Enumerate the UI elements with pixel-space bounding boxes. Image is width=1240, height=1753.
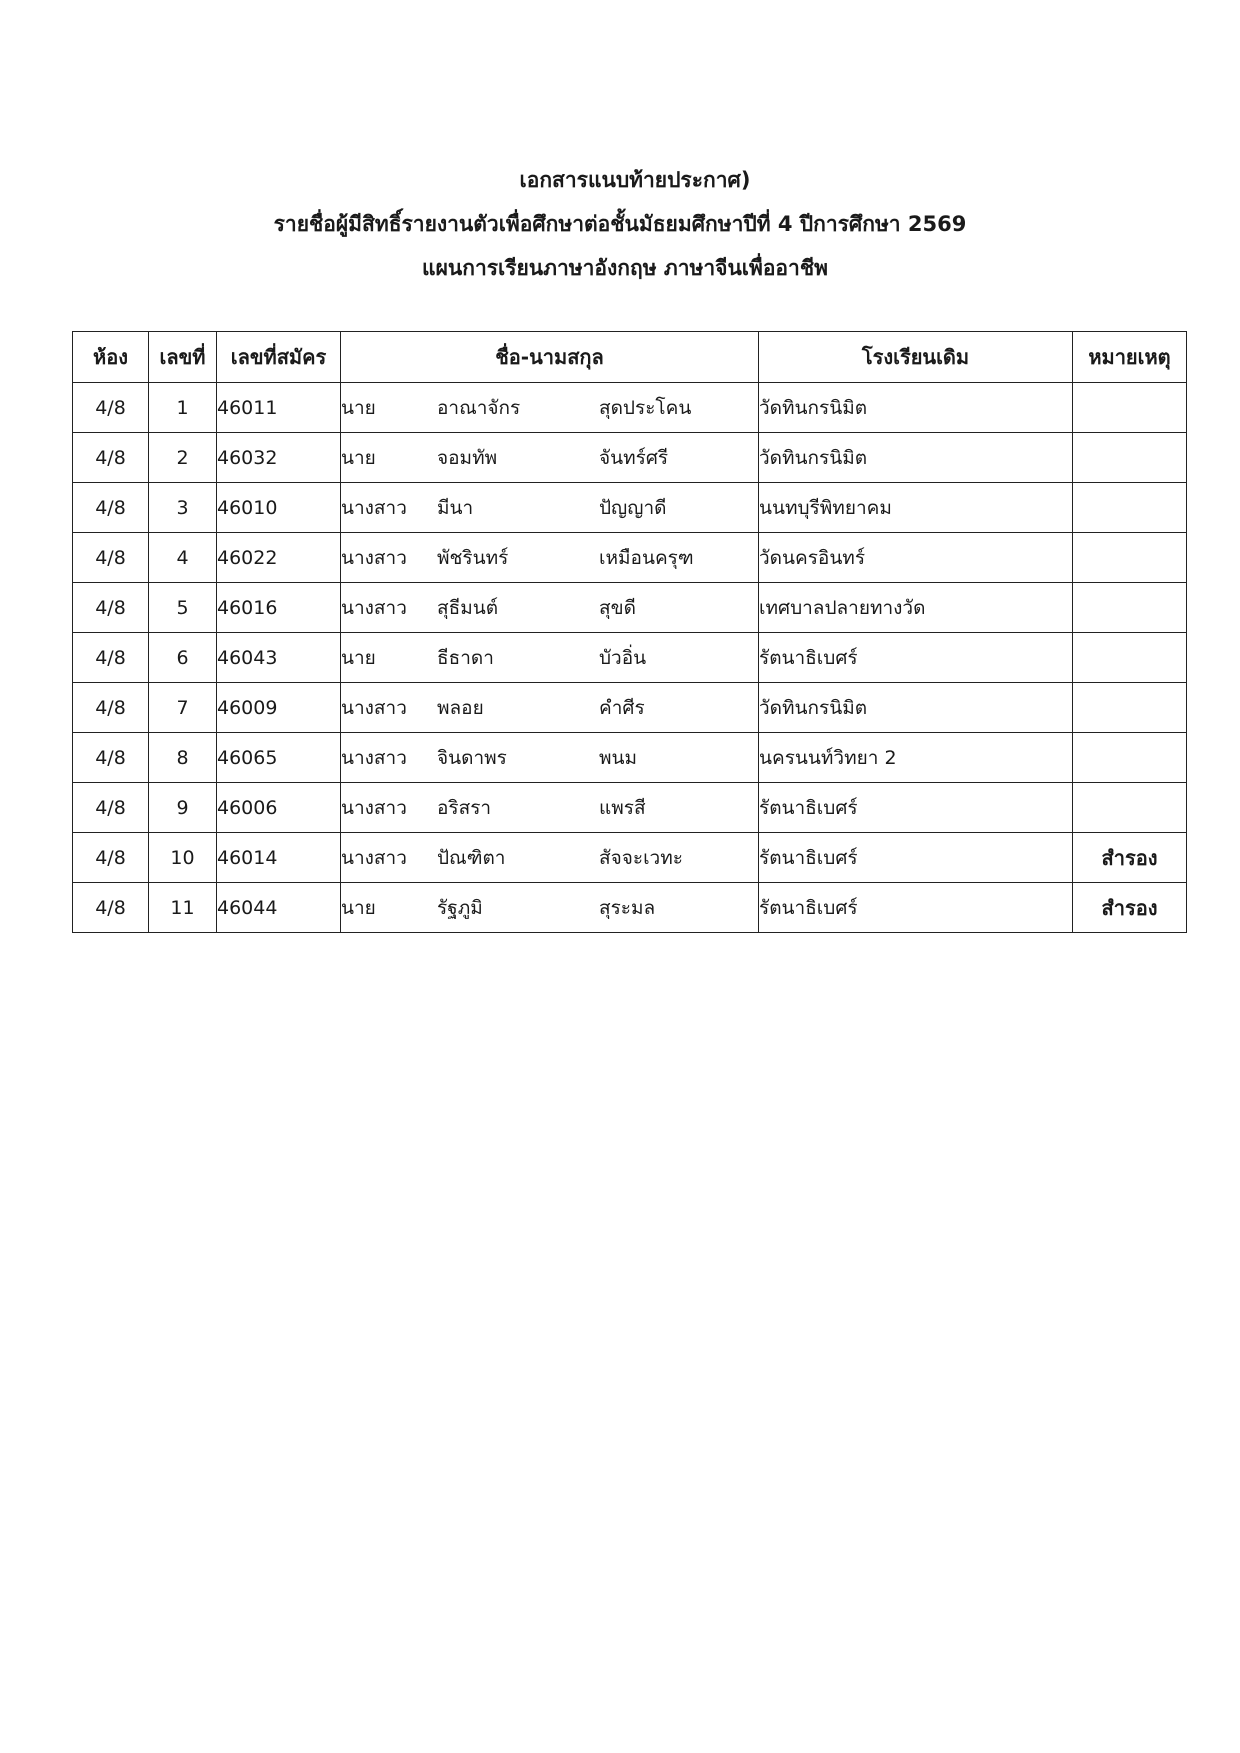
column-header-name: ชื่อ-นามสกุล xyxy=(341,332,759,383)
column-header-room: ห้อง xyxy=(73,332,149,383)
cell-note xyxy=(1073,783,1187,833)
name-title: นางสาว xyxy=(341,846,407,869)
cell-school: รัตนาธิเบศร์ xyxy=(759,633,1073,683)
cell-note xyxy=(1073,533,1187,583)
cell-name xyxy=(341,633,759,683)
cell-application: 46022 xyxy=(217,533,341,583)
full-name xyxy=(341,893,758,923)
table-row xyxy=(73,683,1187,733)
last-name: เหมือนครุฑ xyxy=(599,546,694,569)
cell-name xyxy=(341,683,759,733)
cell-name xyxy=(341,583,759,633)
first-name: ปัณฑิตา xyxy=(437,846,506,869)
cell-application: 46014 xyxy=(217,833,341,883)
cell-application: 46044 xyxy=(217,883,341,933)
cell-number: 1 xyxy=(149,383,217,433)
cell-room: 4/8 xyxy=(73,683,149,733)
cell-school: นครนนท์วิทยา 2 xyxy=(759,733,1073,783)
first-name: พลอย xyxy=(437,696,484,719)
cell-note xyxy=(1073,583,1187,633)
cell-number: 11 xyxy=(149,883,217,933)
cell-school: วัดทินกรนิมิต xyxy=(759,433,1073,483)
table-row xyxy=(73,733,1187,783)
table-row xyxy=(73,633,1187,683)
name-title: นางสาว xyxy=(341,796,407,819)
cell-note xyxy=(1073,633,1187,683)
cell-room: 4/8 xyxy=(73,533,149,583)
cell-room: 4/8 xyxy=(73,483,149,533)
cell-name xyxy=(341,883,759,933)
cell-name xyxy=(341,383,759,433)
cell-name xyxy=(341,433,759,483)
table-row xyxy=(73,483,1187,533)
cell-room: 4/8 xyxy=(73,733,149,783)
first-name: อาณาจักร xyxy=(437,396,521,419)
cell-school: รัตนาธิเบศร์ xyxy=(759,883,1073,933)
full-name xyxy=(341,743,758,773)
full-name xyxy=(341,693,758,723)
first-name: รัฐภูมิ xyxy=(437,896,483,919)
name-title: นางสาว xyxy=(341,596,407,619)
cell-number: 6 xyxy=(149,633,217,683)
cell-school: นนทบุรีพิทยาคม xyxy=(759,483,1073,533)
first-name: ธีธาดา xyxy=(437,646,494,669)
full-name xyxy=(341,443,758,473)
table-row xyxy=(73,783,1187,833)
full-name xyxy=(341,543,758,573)
last-name: จันทร์ศรี xyxy=(599,446,669,469)
table-row xyxy=(73,433,1187,483)
name-title: นาย xyxy=(341,396,376,419)
student-roster-table xyxy=(72,331,1187,933)
cell-school: วัดทินกรนิมิต xyxy=(759,383,1073,433)
cell-room: 4/8 xyxy=(73,383,149,433)
last-name: แพรสี xyxy=(599,796,646,819)
cell-application: 46065 xyxy=(217,733,341,783)
first-name: จอมทัพ xyxy=(437,446,498,469)
cell-note xyxy=(1073,383,1187,433)
table-row xyxy=(73,383,1187,433)
header-line-2: รายชื่อผู้มีสิทธิ์รายงานตัวเพื่อศึกษาต่อชั้นมัธยมศึกษาปีที่ 4 ปีการศึกษา 2569 xyxy=(273,212,967,236)
cell-name xyxy=(341,783,759,833)
column-header-school: โรงเรียนเดิม xyxy=(759,332,1073,383)
cell-room: 4/8 xyxy=(73,883,149,933)
full-name xyxy=(341,793,758,823)
cell-room: 4/8 xyxy=(73,833,149,883)
cell-number: 7 xyxy=(149,683,217,733)
cell-room: 4/8 xyxy=(73,583,149,633)
cell-note: สำรอง xyxy=(1073,883,1187,933)
table-row xyxy=(73,883,1187,933)
last-name: ปัญญาดี xyxy=(599,496,667,519)
name-title: นาย xyxy=(341,446,376,469)
first-name: สุธีมนต์ xyxy=(437,596,499,619)
cell-number: 3 xyxy=(149,483,217,533)
cell-room: 4/8 xyxy=(73,433,149,483)
name-title: นางสาว xyxy=(341,746,407,769)
cell-application: 46010 xyxy=(217,483,341,533)
name-title: นางสาว xyxy=(341,496,407,519)
column-header-note: หมายเหตุ xyxy=(1073,332,1187,383)
header-line-3: แผนการเรียนภาษาอังกฤษ ภาษาจีนเพื่ออาชีพ xyxy=(422,256,828,280)
cell-number: 2 xyxy=(149,433,217,483)
first-name: มีนา xyxy=(437,496,474,519)
last-name: สุขดี xyxy=(599,596,636,619)
cell-application: 46009 xyxy=(217,683,341,733)
cell-school: รัตนาธิเบศร์ xyxy=(759,833,1073,883)
name-title: นาย xyxy=(341,646,376,669)
cell-number: 10 xyxy=(149,833,217,883)
last-name: คำศีร xyxy=(599,696,645,719)
full-name xyxy=(341,393,758,423)
cell-name xyxy=(341,833,759,883)
table-row xyxy=(73,533,1187,583)
last-name: สุระมล xyxy=(599,896,656,919)
table-row xyxy=(73,583,1187,633)
last-name: สุดประโคน xyxy=(599,396,692,419)
cell-school: เทศบาลปลายทางวัด xyxy=(759,583,1073,633)
cell-note xyxy=(1073,483,1187,533)
cell-name xyxy=(341,733,759,783)
full-name xyxy=(341,843,758,873)
first-name: จินดาพร xyxy=(437,746,507,769)
table-header-row xyxy=(73,332,1187,383)
cell-note xyxy=(1073,433,1187,483)
cell-application: 46032 xyxy=(217,433,341,483)
column-header-number: เลขที่ xyxy=(149,332,217,383)
full-name xyxy=(341,593,758,623)
full-name xyxy=(341,493,758,523)
header-line-1: เอกสารแนบท้ายประกาศ) xyxy=(519,168,751,192)
cell-school: รัตนาธิเบศร์ xyxy=(759,783,1073,833)
table-row xyxy=(73,833,1187,883)
cell-note xyxy=(1073,733,1187,783)
cell-number: 5 xyxy=(149,583,217,633)
last-name: บัวอิ่น xyxy=(599,646,647,669)
cell-name xyxy=(341,533,759,583)
full-name xyxy=(341,643,758,673)
cell-number: 9 xyxy=(149,783,217,833)
name-title: นางสาว xyxy=(341,546,407,569)
cell-name xyxy=(341,483,759,533)
cell-number: 4 xyxy=(149,533,217,583)
cell-application: 46043 xyxy=(217,633,341,683)
column-header-application: เลขที่สมัคร xyxy=(217,332,341,383)
cell-school: วัดนครอินทร์ xyxy=(759,533,1073,583)
first-name: อริสรา xyxy=(437,796,492,819)
cell-room: 4/8 xyxy=(73,633,149,683)
name-title: นางสาว xyxy=(341,696,407,719)
cell-application: 46011 xyxy=(217,383,341,433)
cell-application: 46006 xyxy=(217,783,341,833)
last-name: สัจจะเวทะ xyxy=(599,846,683,869)
cell-application: 46016 xyxy=(217,583,341,633)
name-title: นาย xyxy=(341,896,376,919)
first-name: พัชรินทร์ xyxy=(437,546,509,569)
cell-note xyxy=(1073,683,1187,733)
document-header xyxy=(0,158,1240,290)
cell-number: 8 xyxy=(149,733,217,783)
cell-school: วัดทินกรนิมิต xyxy=(759,683,1073,733)
cell-note: สำรอง xyxy=(1073,833,1187,883)
cell-room: 4/8 xyxy=(73,783,149,833)
table-body xyxy=(73,383,1187,933)
last-name: พนม xyxy=(599,746,638,769)
